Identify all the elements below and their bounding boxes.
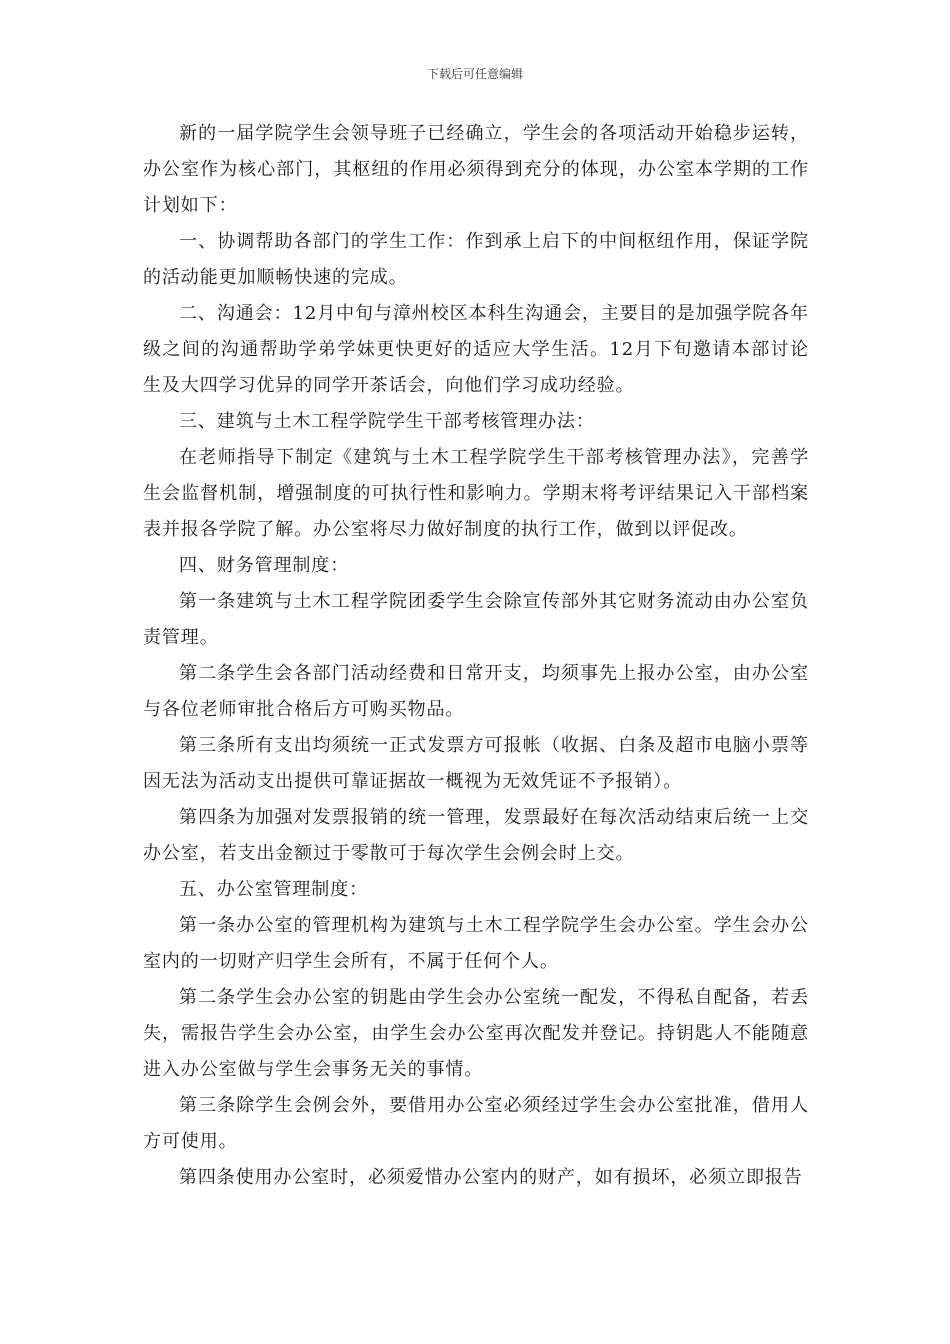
document-body [143, 116, 809, 1196]
paragraph-finance-article-1: 第一条建筑与土木工程学院团委学生会除宣传部外其它财务流动由办公室负责管理。 [143, 591, 809, 648]
paragraph-section-5-heading: 五、办公室管理制度： [179, 879, 368, 900]
paragraph-section-3-body: 在老师指导下制定《建筑与土木工程学院学生干部考核管理办法》，完善学生会监督机制，增强制度的可执行性和影响力。学期末将考评结果记入干部档案表并报各学院了解。办公室将尽力做好制度的执行工作，做到以评促改。 [143, 447, 809, 540]
paragraph-office-article-4: 第四条使用办公室时，必须爱惜办公室内的财产，如有损坏，必须立即报告 [179, 1167, 803, 1188]
paragraph-office-article-1: 第一条办公室的管理机构为建筑与土木工程学院学生会办公室。学生会办公室内的一切财产归学生会所有，不属于任何个人。 [143, 915, 809, 972]
paragraph-intro: 新的一届学院学生会领导班子已经确立，学生会的各项活动开始稳步运转，办公室作为核心部门，其枢纽的作用必须得到充分的体现，办公室本学期的工作计划如下： [143, 123, 809, 216]
paragraph-finance-article-2: 第二条学生会各部门活动经费和日常开支，均须事先上报办公室，由办公室与各位老师审批合格后方可购买物品。 [143, 663, 809, 720]
paragraph-office-article-3: 第三条除学生会例会外，要借用办公室必须经过学生会办公室批准，借用人方可使用。 [143, 1095, 809, 1152]
paragraph-section-4-heading: 四、财务管理制度： [179, 555, 350, 576]
paragraph-section-1: 一、协调帮助各部门的学生工作：作到承上启下的中间枢纽作用，保证学院的活动能更加顺畅快速的完成。 [143, 231, 809, 288]
paragraph-section-3-heading: 三、建筑与土木工程学院学生干部考核管理办法： [179, 411, 595, 432]
page-header: 下载后可任意编辑 [426, 67, 523, 81]
paragraph-finance-article-3: 第三条所有支出均须统一正式发票方可报帐（收据、白条及超市电脑小票等因无法为活动支出提供可靠证据故一概视为无效凭证不予报销）。 [143, 735, 809, 792]
paragraph-section-2: 二、沟通会：12月中旬与漳州校区本科生沟通会，主要目的是加强学院各年级之间的沟通帮助学弟学妹更快更好的适应大学生活。12月下旬邀请本部讨论生及大四学习优异的同学开茶话会，向他们学习成功经验。 [143, 303, 809, 396]
paragraph-finance-article-4: 第四条为加强对发票报销的统一管理，发票最好在每次活动结束后统一上交办公室，若支出金额过于零散可于每次学生会例会时上交。 [143, 807, 809, 864]
paragraph-office-article-2: 第二条学生会办公室的钥匙由学生会办公室统一配发，不得私自配备，若丢失，需报告学生会办公室，由学生会办公室再次配发并登记。持钥匙人不能随意进入办公室做与学生会事务无关的事情。 [143, 987, 809, 1080]
